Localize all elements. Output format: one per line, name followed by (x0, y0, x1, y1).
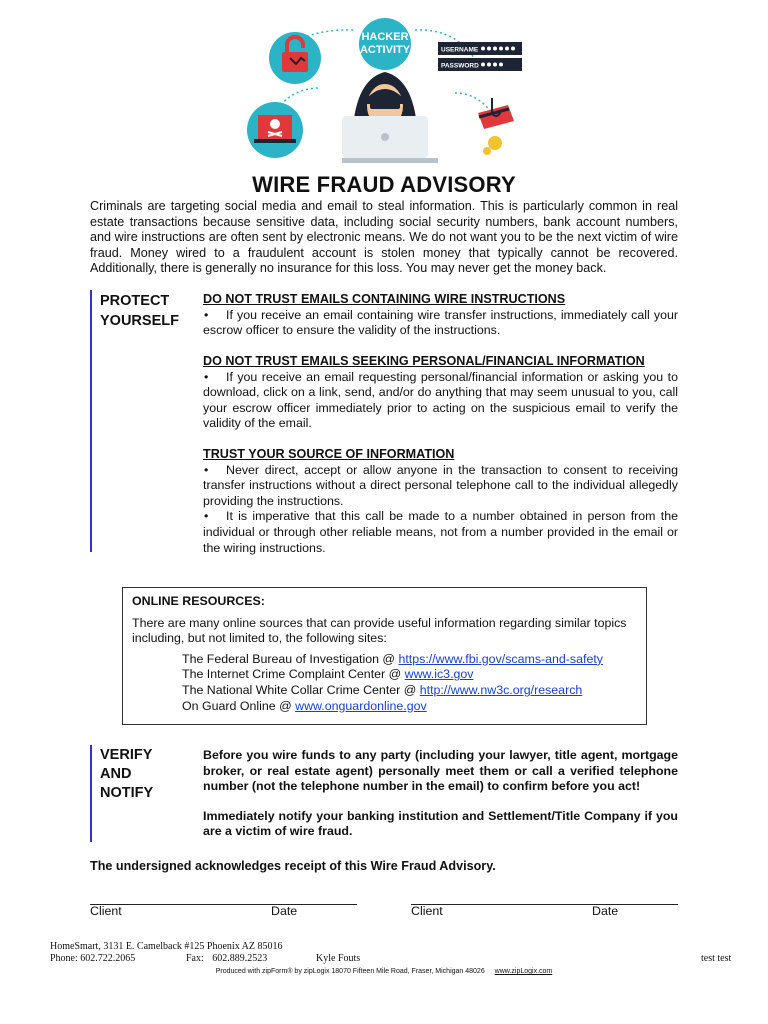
nw3c-link[interactable]: http://www.nw3c.org/research (419, 682, 583, 697)
verify-label-line-3: NOTIFY (100, 785, 154, 801)
phone-number: 602.722.2065 (80, 953, 136, 964)
hacker-activity-badge (359, 18, 411, 70)
signature-line-right[interactable] (411, 904, 678, 905)
resource-label: The Federal Bureau of Investigation @ (182, 651, 399, 666)
password-label: PASSWORD (441, 62, 479, 70)
verify-section-label (100, 746, 153, 803)
ziplogix-link[interactable]: www.zipLogix.com (494, 968, 553, 975)
client-label-left: Client (90, 904, 122, 918)
lock-icon (269, 32, 321, 84)
protect-item-wire-instructions (203, 292, 678, 339)
acknowledgement-text: The undersigned acknowledges receipt of this Wire Fraud Advisory. (90, 859, 496, 873)
verify-paragraph-2: Immediately notify your banking institution and Settlement/Title Company if you are a victim of wire fraud. (203, 808, 678, 839)
verify-text (203, 748, 678, 840)
protect-section-label (100, 291, 179, 331)
fbi-link[interactable]: https://www.fbi.gov/scams-and-safety (398, 651, 603, 666)
date-label-left: Date (271, 904, 298, 918)
verify-label-line-2: AND (100, 766, 132, 782)
item-bullet: • If you receive an email requesting personal/financial information or asking you to download, click on a link, send, and/or do anything that may seem unusual to you, call your escrow officer immediately prior to acting on the suspicious email to verify the validity of the email. (203, 370, 678, 432)
resources-title: ONLINE RESOURCES: (132, 594, 265, 608)
resource-fbi (182, 652, 637, 668)
protect-label-line-2: YOURSELF (100, 313, 179, 329)
badge-line-2: ACTIVITY (359, 44, 411, 56)
page-title: WIRE FRAUD ADVISORY (252, 172, 516, 197)
footer-fax (186, 953, 267, 964)
item-bullet: • If you receive an email containing wire transfer instructions, immediately call your escrow officer to ensure the validity of the instructions. (203, 308, 678, 339)
username-label: USERNAME (441, 46, 479, 54)
item-bullet: • It is imperative that this call be made to a number obtained in person from the individual or through other reliable means, not from a number provided in the email or the wiring instructions. (203, 509, 678, 556)
footer-produced-by (0, 968, 768, 975)
resource-nw3c (182, 683, 637, 699)
verify-section-bar (90, 745, 92, 842)
protect-section-bar (90, 290, 92, 552)
protect-item-trust-source (203, 447, 678, 556)
resource-label: The Internet Crime Complaint Center @ (182, 667, 405, 682)
footer-phone (50, 953, 135, 964)
credit-card-hook-icon (467, 90, 523, 155)
item-bullet: • Never direct, accept or allow anyone in the transaction to consent to receiving transfer instructions without a direct personal telephone call to the individual allegedly providing the instructions. (203, 463, 678, 510)
footer-agent: Kyle Fouts (316, 953, 361, 964)
verify-label-line-1: VERIFY (100, 747, 153, 763)
fax-label: Fax: (186, 953, 204, 964)
protect-label-line-1: PROTECT (100, 293, 170, 309)
signature-line-left[interactable] (90, 904, 357, 905)
phone-label: Phone: (50, 953, 78, 964)
hacker-activity-graphic (240, 18, 530, 168)
onguard-link[interactable]: www.onguardonline.gov (295, 698, 427, 713)
resources-intro: There are many online sources that can provide useful information regarding similar topics including, but not limited to, the following sites: (132, 615, 627, 646)
resources-links (182, 652, 637, 714)
resource-ic3 (182, 667, 637, 683)
credentials-panel (438, 42, 522, 71)
online-resources-box (122, 587, 647, 725)
badge-line-1: HACKER (361, 31, 409, 43)
hacker-figure (342, 72, 438, 163)
ic3-link[interactable]: www.ic3.gov (404, 667, 474, 682)
skull-laptop-icon (247, 102, 303, 158)
produced-by-text: Produced with zipForm® by zipLogix 18070 Fifteen Mile Road, Fraser, Michigan 48026 (215, 968, 485, 975)
date-label-right: Date (592, 904, 619, 918)
hacker-illustration (240, 18, 530, 168)
item-heading: DO NOT TRUST EMAILS SEEKING PERSONAL/FINANCIAL INFORMATION (203, 354, 645, 368)
resource-label: On Guard Online @ (182, 698, 296, 713)
item-heading: DO NOT TRUST EMAILS CONTAINING WIRE INSTRUCTIONS (203, 292, 566, 306)
verify-paragraph-1: Before you wire funds to any party (including your lawyer, title agent, mortgage broker, or real estate agent) personally meet them or call a verified telephone number (not the telephone number in the email) to confirm before you act! (203, 748, 678, 794)
item-heading: TRUST YOUR SOURCE OF INFORMATION (203, 447, 455, 461)
resource-onguard (182, 699, 637, 715)
client-label-right: Client (411, 904, 443, 918)
footer-doc-name: test test (701, 953, 732, 964)
protect-item-personal-info (203, 354, 678, 432)
fax-number: 602.889.2523 (212, 953, 268, 964)
resource-label: The National White Collar Crime Center @ (182, 682, 420, 697)
footer-address: HomeSmart, 3131 E. Camelback #125 Phoenix AZ 85016 (50, 941, 283, 952)
intro-paragraph: Criminals are targeting social media and email to steal information. This is particularly common in real estate transactions because sensitive data, including social security numbers, bank account numbers, and wire instructions are often sent by electronic means. We do not want you to be the next victim of wire fraud. Money wired to a fraudulent account is stolen money that typically cannot be recovered. Additionally, there is generally no insurance for this loss. You may never get the money back. (90, 199, 678, 276)
